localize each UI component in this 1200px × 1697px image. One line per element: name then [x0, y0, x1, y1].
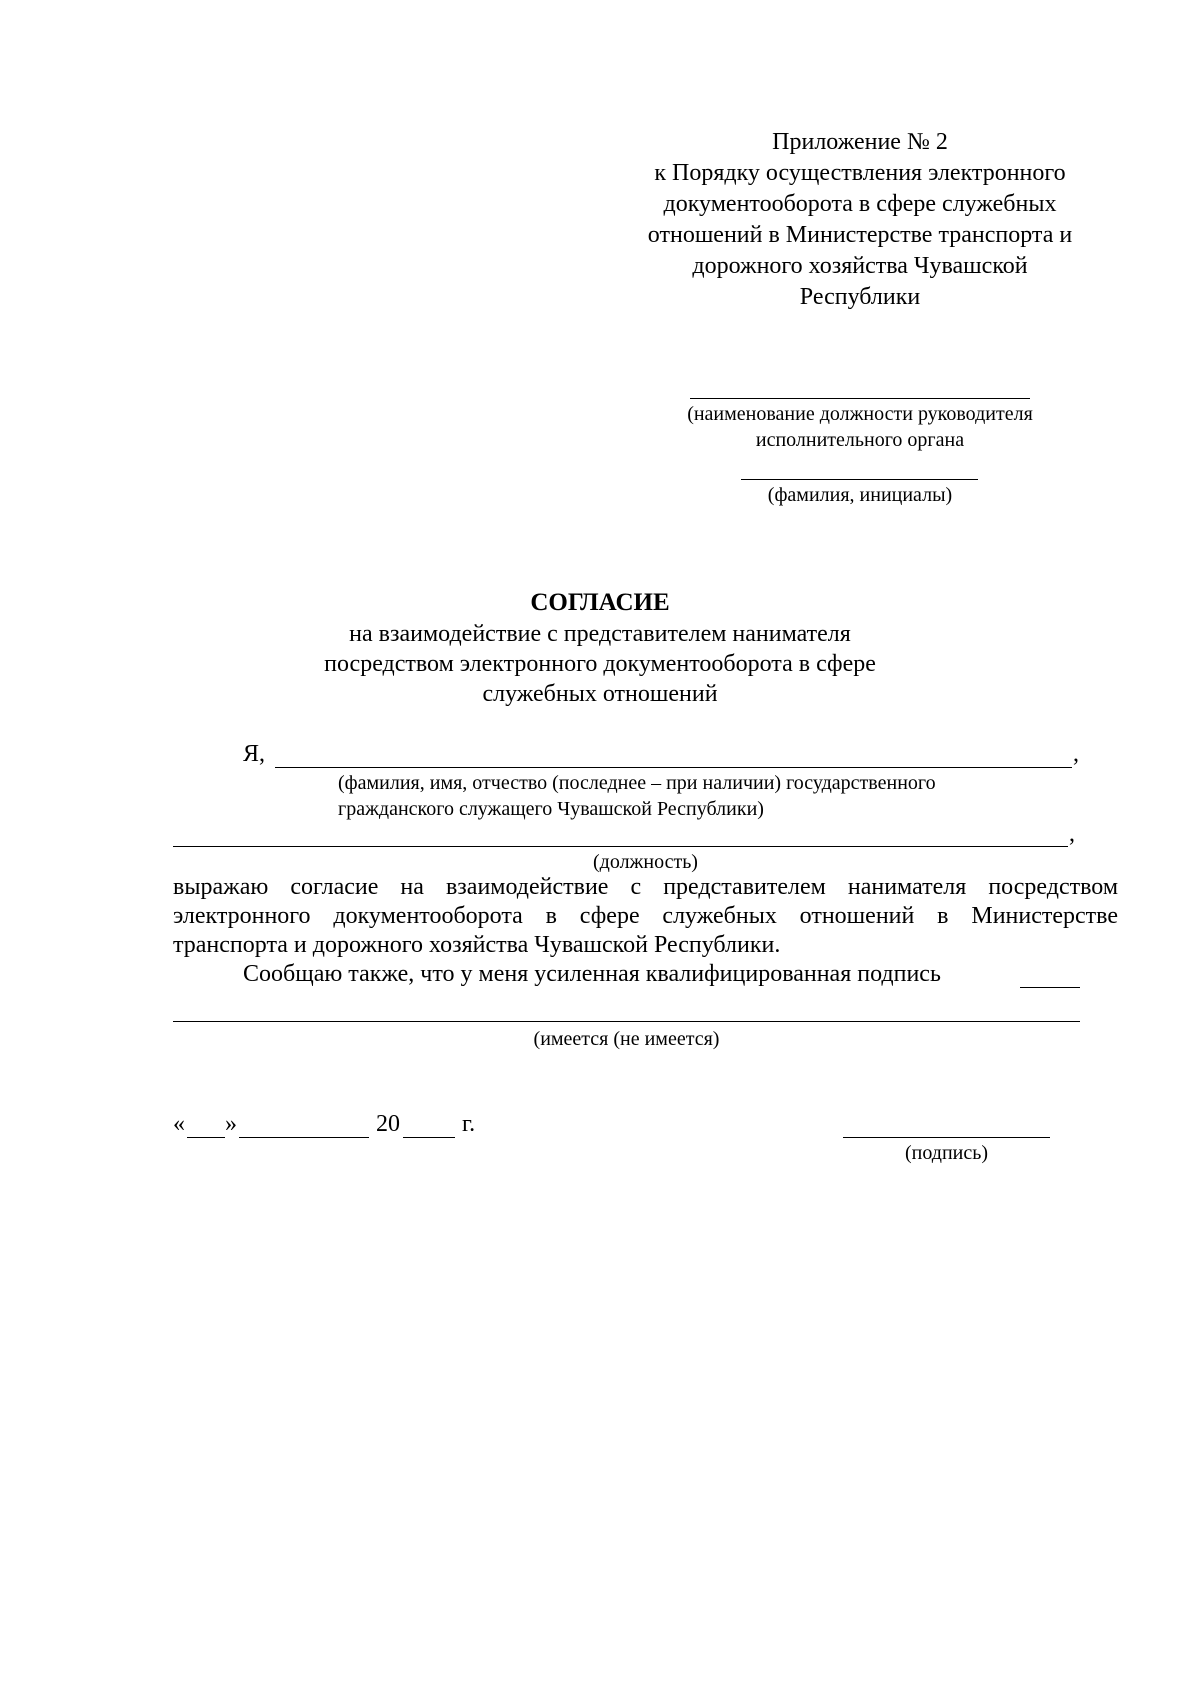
addressee-position-line[interactable] [690, 398, 1030, 399]
consent-line: электронного документооборота в сфере служебных отношений в Министерстве [173, 903, 1118, 929]
annex-header [620, 127, 1100, 313]
signature-info-text: Сообщаю также, что у меня усиленная квалифицированная подпись [243, 961, 941, 987]
declarant-comma: , [1073, 741, 1079, 767]
annex-text-line: дорожного хозяйства Чувашской [692, 253, 1028, 279]
annex-text-line: Республики [799, 284, 921, 310]
declarant-fio-line[interactable] [275, 767, 1072, 768]
declarant-position-hint: (должность) [593, 851, 698, 873]
declarant-position-line[interactable] [173, 846, 1068, 847]
date-year-prefix: 20 [376, 1111, 400, 1137]
declarant-prefix: Я, [243, 741, 266, 767]
addressee-name-line[interactable] [741, 479, 978, 480]
hint-text: (наименование должности руководителя [687, 403, 1033, 425]
annex-text-line: к Порядку осуществления электронного [654, 160, 1066, 186]
subtitle-line: служебных отношений [482, 681, 718, 707]
annex-number: Приложение № 2 [772, 129, 948, 155]
document-subtitle [260, 619, 940, 709]
date-month-line[interactable] [239, 1137, 369, 1138]
declarant-fio-hint [338, 770, 936, 822]
subtitle-line: посредством электронного документооборота в сфере [324, 651, 876, 677]
date-day-line[interactable] [187, 1137, 225, 1138]
addressee-name-hint: (фамилия, инициалы) [767, 484, 953, 506]
subtitle-line: на взаимодействие с представителем нанимателя [349, 621, 851, 647]
hint-text: (фамилия, имя, отчество (последнее – при наличии) государственного [338, 772, 936, 794]
declarant-position-comma: , [1069, 821, 1075, 847]
signature-info-hint: (имеется (не имеется) [533, 1028, 720, 1050]
signature-info-line[interactable] [173, 1021, 1080, 1022]
date-year-suffix: г. [462, 1111, 476, 1137]
consent-line: выражаю согласие на взаимодействие с представителем нанимателя посредством [173, 874, 1118, 900]
date-quote-open: « [173, 1111, 185, 1137]
hint-text: исполнительного органа [755, 429, 965, 451]
consent-paragraph [173, 873, 1118, 960]
signature-hint: (подпись) [904, 1142, 989, 1164]
signature-info-short-line[interactable] [1020, 987, 1080, 988]
hint-text: гражданского служащего Чувашской Республики) [338, 798, 764, 820]
consent-line: транспорта и дорожного хозяйства Чувашской Республики. [173, 932, 781, 958]
document-title: СОГЛАСИЕ [530, 589, 670, 616]
addressee-position-hint [620, 401, 1100, 453]
annex-text-line: документооборота в сфере служебных [663, 191, 1057, 217]
signature-line[interactable] [843, 1137, 1050, 1138]
date-quote-close: » [225, 1111, 237, 1137]
annex-text-line: отношений в Министерстве транспорта и [647, 222, 1073, 248]
date-year-line[interactable] [403, 1137, 455, 1138]
